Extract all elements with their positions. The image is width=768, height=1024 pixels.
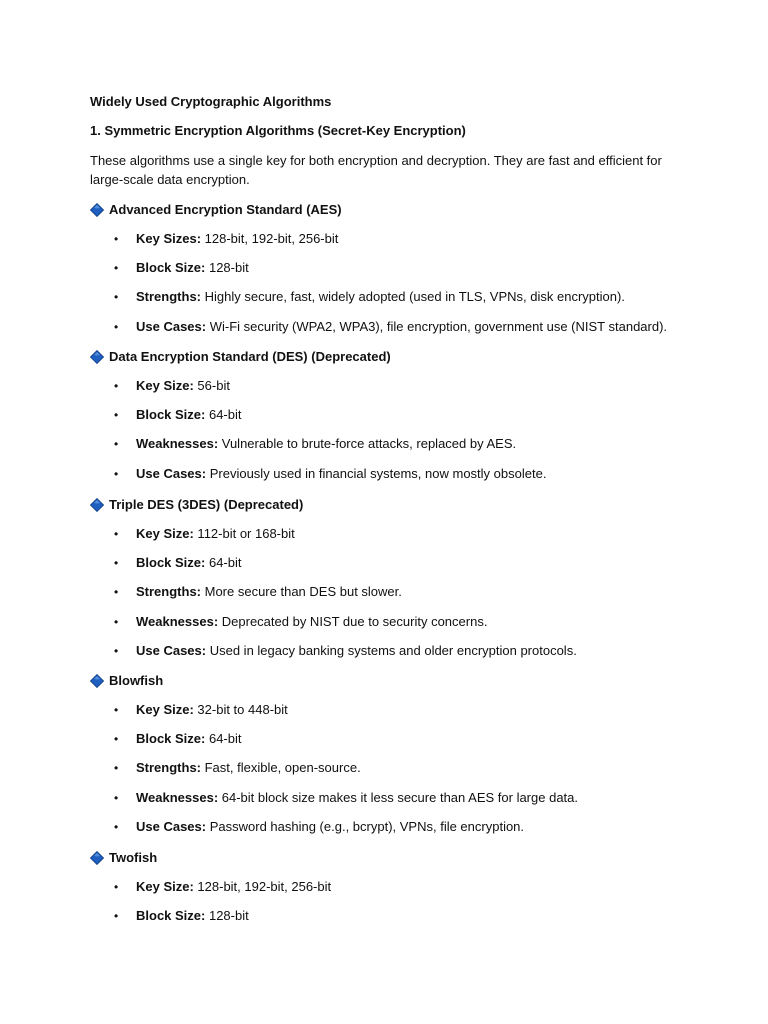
bullet-dot: •	[114, 880, 119, 894]
algorithm-heading	[90, 201, 342, 219]
bullet-text: 64-bit	[205, 555, 242, 571]
bullet-term: Key Size:	[136, 702, 194, 717]
bullet-text: Deprecated by NIST due to security concerns.	[218, 613, 488, 629]
bullet-term: Key Size:	[136, 879, 194, 894]
bullet-dot: •	[114, 703, 119, 717]
bullet-term: Use Cases:	[136, 642, 207, 658]
bullet-term: Block Size:	[136, 555, 206, 571]
bullet-item	[114, 318, 667, 336]
bullet-term: Weaknesses:	[136, 436, 219, 452]
algorithm-heading	[90, 496, 303, 514]
bullet-text: 128-bit	[205, 908, 249, 924]
bullet-item	[114, 259, 249, 277]
bullet-item	[114, 907, 249, 925]
bullet-dot: •	[114, 790, 119, 805]
bullet-item	[114, 525, 295, 543]
algorithm-heading	[90, 672, 163, 690]
bullet-text: Fast, flexible, open-source.	[201, 760, 361, 776]
bullet-item	[114, 730, 242, 748]
bullet-text: 128-bit, 192-bit, 256-bit	[193, 879, 332, 894]
bullet-item	[114, 377, 230, 395]
bullet-item	[114, 406, 242, 424]
bullet-dot: •	[114, 232, 119, 246]
blue-diamond-icon	[90, 498, 104, 512]
bullet-term: Key Size:	[136, 378, 194, 393]
bullet-term: Block Size:	[136, 260, 206, 276]
bullet-dot: •	[114, 527, 119, 541]
blue-diamond-icon	[90, 851, 104, 865]
algorithm-heading	[90, 348, 391, 366]
bullet-item	[114, 288, 625, 306]
blue-diamond-icon	[90, 674, 104, 688]
bullet-dot: •	[114, 466, 119, 481]
blue-diamond-icon	[90, 203, 104, 217]
bullet-term: Strengths:	[136, 760, 201, 776]
bullet-text: Wi-Fi security (WPA2, WPA3), file encryption, government use (NIST standard).	[206, 318, 668, 334]
bullet-term: Block Size:	[136, 908, 206, 924]
intro-line: These algorithms use a single key for both encryption and decryption. They are fast and efficient for	[90, 153, 662, 168]
algorithm-name: Blowfish	[109, 673, 164, 688]
bullet-item	[114, 759, 361, 777]
bullet-text: 112-bit or 168-bit	[193, 526, 295, 541]
bullet-term: Strengths:	[136, 289, 201, 305]
bullet-dot: •	[114, 379, 119, 393]
bullet-dot: •	[114, 408, 119, 423]
bullet-term: Key Sizes:	[136, 231, 202, 246]
bullet-dot: •	[114, 319, 119, 334]
bullet-term: Weaknesses:	[136, 613, 219, 629]
bullet-text: Used in legacy banking systems and older encryption protocols.	[206, 642, 577, 658]
bullet-text: Vulnerable to brute-force attacks, replaced by AES.	[218, 436, 517, 452]
intro-paragraph	[90, 151, 680, 189]
bullet-text: 56-bit	[193, 378, 230, 393]
bullet-item	[114, 789, 578, 807]
blue-diamond-icon	[90, 350, 104, 364]
bullet-term: Use Cases:	[136, 818, 207, 834]
bullet-item	[114, 465, 546, 483]
bullet-term: Use Cases:	[136, 318, 207, 334]
bullet-dot: •	[114, 761, 119, 776]
bullet-dot: •	[114, 909, 119, 924]
bullet-dot: •	[114, 261, 119, 276]
bullet-term: Block Size:	[136, 407, 206, 423]
bullet-text: Previously used in financial systems, now mostly obsolete.	[206, 465, 547, 481]
bullet-text: 64-bit	[205, 407, 242, 423]
bullet-text: 128-bit	[205, 260, 249, 276]
bullet-term: Key Size:	[136, 526, 194, 541]
bullet-text: 128-bit, 192-bit, 256-bit	[201, 231, 339, 246]
bullet-text: Highly secure, fast, widely adopted (used in TLS, VPNs, disk encryption).	[201, 289, 625, 305]
bullet-dot: •	[114, 819, 119, 834]
bullet-text: 64-bit	[205, 731, 242, 747]
bullet-text: More secure than DES but slower.	[201, 584, 402, 600]
bullet-dot: •	[114, 643, 119, 658]
algorithm-name: Advanced Encryption Standard (AES)	[109, 202, 342, 217]
document-title: Widely Used Cryptographic Algorithms	[90, 94, 332, 109]
bullet-text: 64-bit block size makes it less secure than AES for large data.	[218, 789, 578, 805]
algorithm-name: Twofish	[109, 850, 158, 865]
bullet-dot: •	[114, 290, 119, 305]
bullet-item	[114, 701, 288, 719]
section-heading: 1. Symmetric Encryption Algorithms (Secret-Key Encryption)	[90, 123, 466, 138]
bullet-dot: •	[114, 556, 119, 571]
bullet-term: Use Cases:	[136, 465, 207, 481]
bullet-item	[114, 435, 516, 453]
algorithm-heading	[90, 849, 157, 867]
bullet-item	[114, 878, 331, 896]
bullet-term: Block Size:	[136, 731, 206, 747]
bullet-dot: •	[114, 732, 119, 747]
bullet-item	[114, 642, 577, 660]
bullet-text: 32-bit to 448-bit	[193, 702, 288, 717]
bullet-item	[114, 818, 524, 836]
bullet-term: Weaknesses:	[136, 789, 219, 805]
bullet-item	[114, 583, 402, 601]
bullet-text: Password hashing (e.g., bcrypt), VPNs, file encryption.	[206, 818, 525, 834]
algorithm-name: Triple DES (3DES) (Deprecated)	[109, 497, 304, 512]
bullet-item	[114, 613, 487, 631]
intro-line: large-scale data encryption.	[90, 172, 250, 187]
bullet-term: Strengths:	[136, 584, 201, 600]
algorithm-name: Data Encryption Standard (DES) (Deprecated)	[109, 349, 391, 364]
bullet-dot: •	[114, 585, 119, 600]
bullet-item	[114, 554, 242, 572]
bullet-item	[114, 230, 338, 248]
bullet-dot: •	[114, 614, 119, 629]
bullet-dot: •	[114, 437, 119, 452]
